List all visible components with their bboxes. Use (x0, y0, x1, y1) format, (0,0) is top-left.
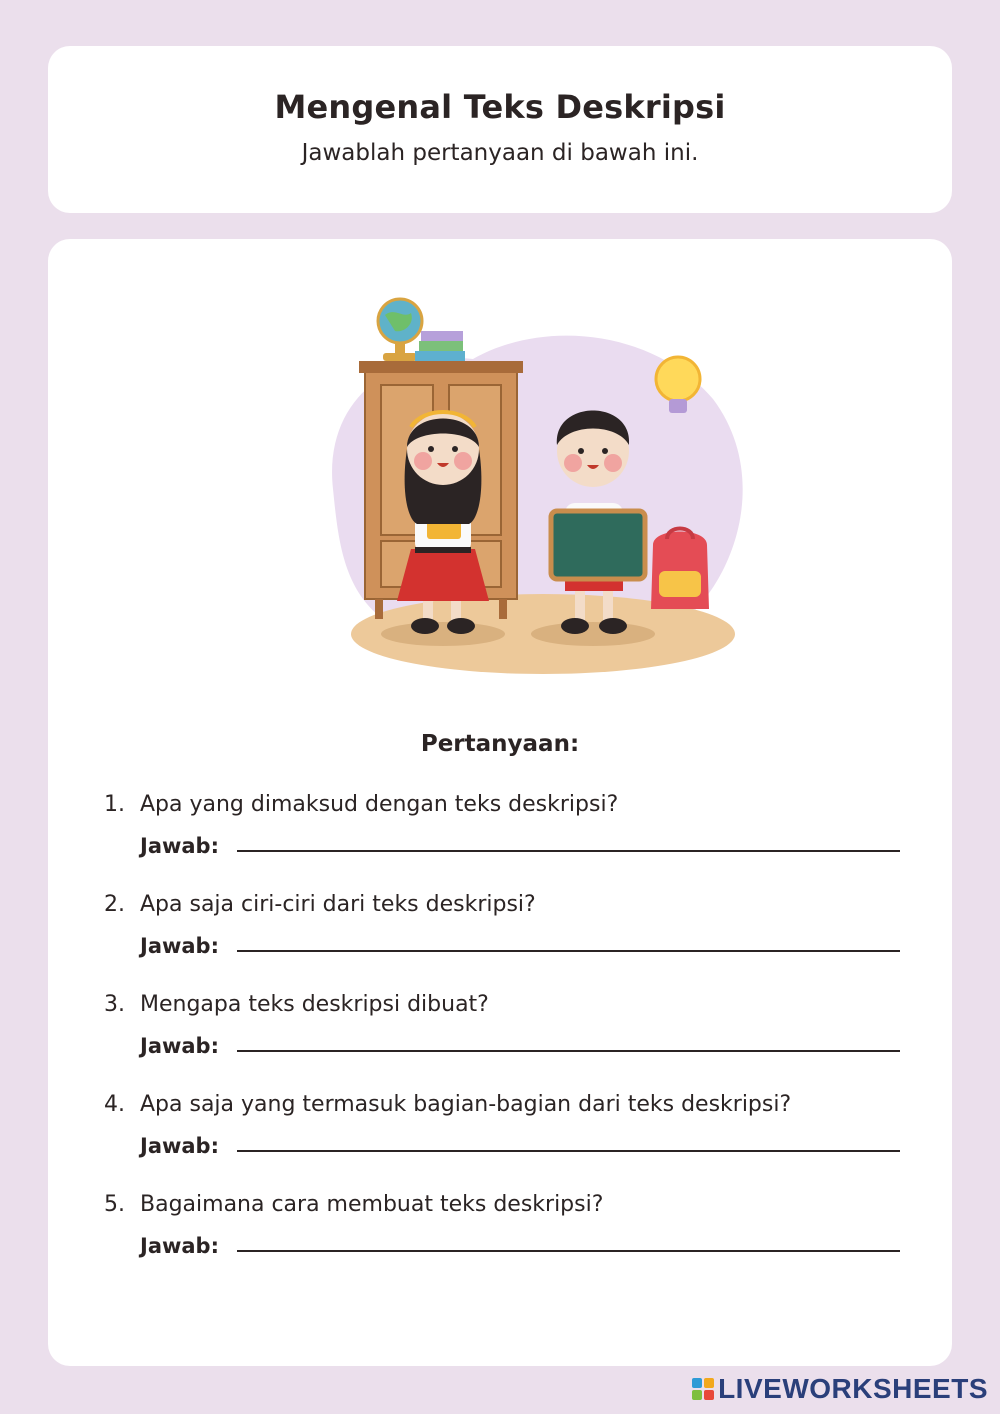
question-item-4 (104, 1092, 904, 1192)
answer-row-1 (140, 834, 900, 864)
liveworksheets-brand[interactable] (692, 1374, 988, 1404)
question-number: 5. (104, 1192, 125, 1217)
question-number: 2. (104, 892, 125, 917)
question-text-1 (104, 792, 618, 817)
questions-heading: Pertanyaan: (420, 731, 580, 757)
answer-label: Jawab: (140, 1034, 219, 1058)
answer-label: Jawab: (140, 1234, 219, 1258)
answer-field-2[interactable] (237, 950, 900, 952)
question-text-2 (104, 892, 536, 917)
page-subtitle: Jawablah pertanyaan di bawah ini. (301, 140, 699, 166)
answer-field-3[interactable] (237, 1050, 900, 1052)
answer-row-2 (140, 934, 900, 964)
question-label: Apa saja ciri-ciri dari teks deskripsi? (140, 892, 536, 917)
question-label: Apa saja yang termasuk bagian-bagian dari teks deskripsi? (140, 1092, 792, 1117)
page-title: Mengenal Teks Deskripsi (274, 88, 726, 126)
answer-field-4[interactable] (237, 1150, 900, 1152)
students-illustration (303, 289, 743, 689)
answer-label: Jawab: (140, 1134, 219, 1158)
question-text-3 (104, 992, 489, 1017)
question-item-1 (104, 792, 904, 892)
question-label: Mengapa teks deskripsi dibuat? (140, 992, 489, 1017)
header-card (48, 46, 952, 213)
answer-row-3 (140, 1034, 900, 1064)
answer-field-5[interactable] (237, 1250, 900, 1252)
question-item-3 (104, 992, 904, 1092)
answer-label: Jawab: (140, 934, 219, 958)
question-text-5 (104, 1192, 603, 1217)
question-item-5 (104, 1192, 904, 1292)
answer-row-5 (140, 1234, 900, 1264)
question-label: Bagaimana cara membuat teks deskripsi? (140, 1192, 604, 1217)
answer-field-1[interactable] (237, 850, 900, 852)
worksheet-card (48, 239, 952, 1366)
question-number: 4. (104, 1092, 125, 1117)
question-label: Apa yang dimaksud dengan teks deskripsi? (140, 792, 619, 817)
question-list (104, 792, 904, 1292)
brand-text: LIVEWORKSHEETS (718, 1373, 988, 1404)
question-number: 3. (104, 992, 125, 1017)
answer-label: Jawab: (140, 834, 219, 858)
question-number: 1. (104, 792, 125, 817)
question-text-4 (104, 1092, 791, 1117)
question-item-2 (104, 892, 904, 992)
liveworksheets-logo-icon (692, 1378, 714, 1400)
answer-row-4 (140, 1134, 900, 1164)
